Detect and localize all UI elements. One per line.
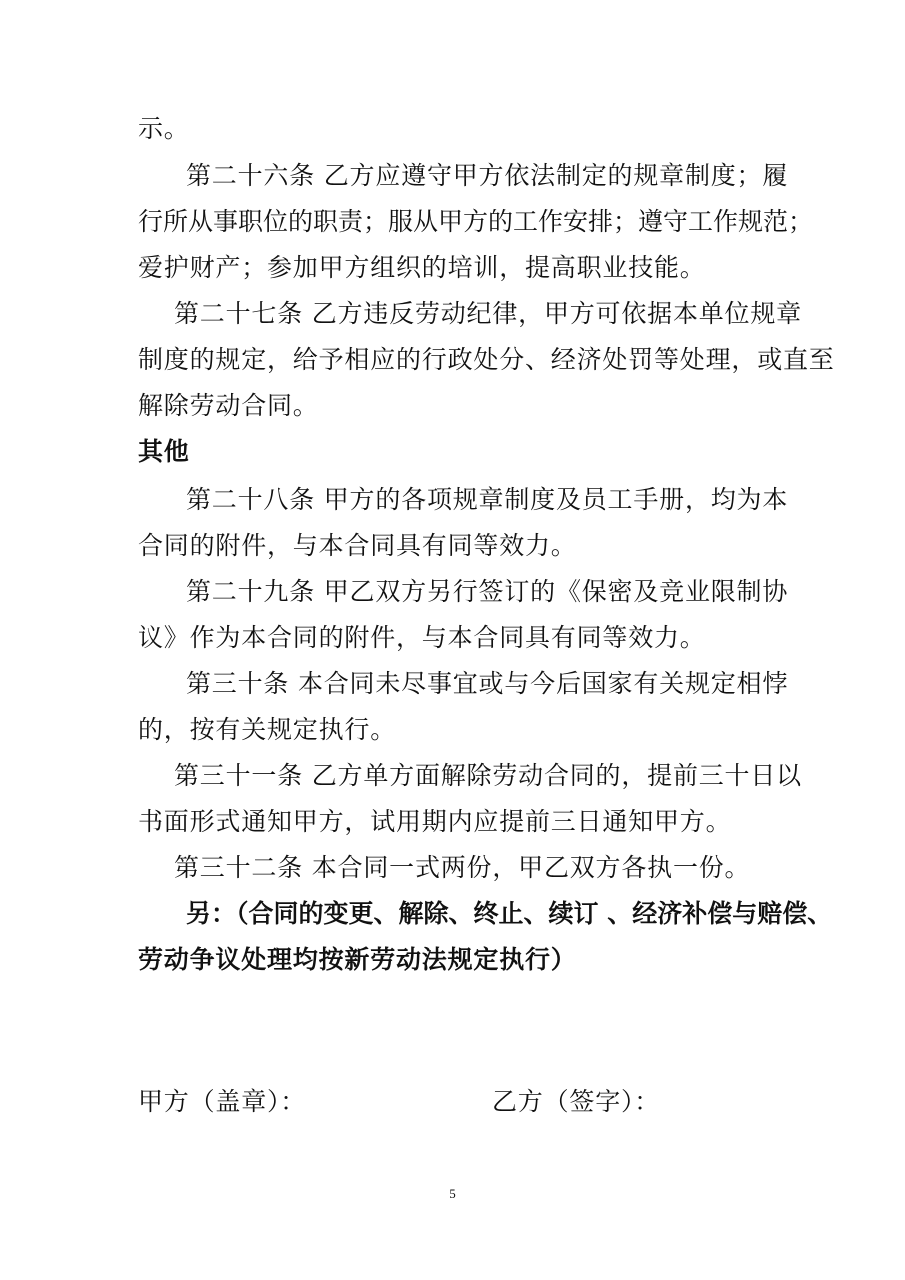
- note-line-1: 另：（合同的变更、解除、终止、续订 、经济补偿与赔偿、: [186, 899, 833, 928]
- article-31-line-1: 第三十一条 乙方单方面解除劳动合同的，提前三十日以: [174, 761, 802, 790]
- article-28-line-2: 合同的附件，与本合同具有同等效力。: [138, 531, 577, 560]
- article-30-line-1: 第三十条 本合同未尽事宜或与今后国家有关规定相悖: [186, 669, 789, 698]
- article-27-line-2: 制度的规定，给予相应的行政处分、经济处罚等处理，或直至: [138, 345, 835, 374]
- party-a-signature-label: 甲方（盖章）：: [138, 1087, 307, 1116]
- article-26-line-2: 行所从事职位的职责；服从甲方的工作安排；遵守工作规范；: [138, 207, 814, 236]
- article-27-line-1: 第二十七条 乙方违反劳动纪律，甲方可依据本单位规章: [174, 299, 802, 328]
- article-26-line-1: 第二十六条 乙方应遵守甲方依法制定的规章制度；履: [186, 161, 789, 190]
- text-line: 示。: [138, 114, 190, 143]
- article-29-line-2: 议》作为本合同的附件，与本合同具有同等效力。: [138, 623, 706, 652]
- article-32-line: 第三十二条 本合同一式两份，甲乙双方各执一份。: [174, 853, 751, 882]
- article-29-line-1: 第二十九条 甲乙双方另行签订的《保密及竞业限制协: [186, 577, 789, 606]
- section-heading-other: 其他: [138, 437, 190, 466]
- article-27-line-3: 解除劳动合同。: [138, 391, 319, 420]
- article-26-line-3: 爱护财产；参加甲方组织的培训，提高职业技能。: [138, 253, 706, 282]
- article-28-line-1: 第二十八条 甲方的各项规章制度及员工手册，均为本: [186, 485, 789, 514]
- article-31-line-2: 书面形式通知甲方，试用期内应提前三日通知甲方。: [138, 807, 732, 836]
- party-b-signature-label: 乙方（签字）：: [492, 1087, 661, 1116]
- article-30-line-2: 的，按有关规定执行。: [138, 715, 397, 744]
- page-number: 5: [449, 1186, 456, 1201]
- note-line-2: 劳动争议处理均按新劳动法规定执行）: [138, 945, 577, 974]
